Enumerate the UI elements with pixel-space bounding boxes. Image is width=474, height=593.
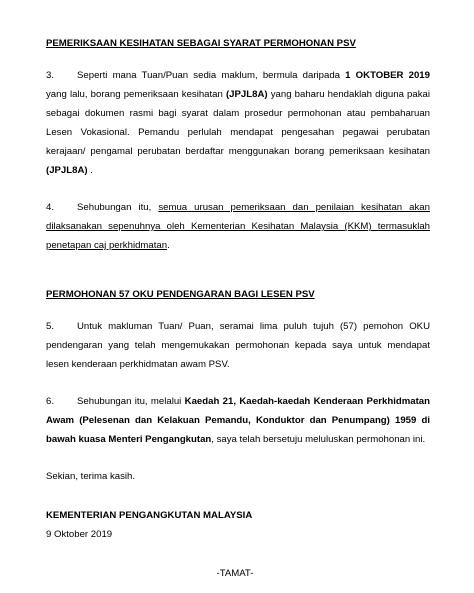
paragraph-text: Seperti mana Tuan/Puan sedia maklum, bermula daripada: [77, 70, 346, 81]
paragraph-number: 4.: [46, 202, 55, 213]
paragraph-text: .: [167, 240, 170, 251]
paragraph-text: Sehubungan itu,: [77, 202, 159, 213]
paragraph-number: 6.: [46, 396, 55, 407]
date-highlight: 1 OKTOBER 2019: [345, 70, 430, 81]
paragraph-text: Untuk makluman Tuan/ Puan, seramai lima puluh tujuh (57) pemohon OKU pendengaran yang telah mengemukakan permohonan kepada saya untuk mendapat lesen kenderaan perkhidmatan awam PSV.: [46, 321, 430, 370]
underlined-text: semua urusan pemeriksaan dan penilaian kesihatan akan dilaksanakan sepenuhnya oleh Kementerian Kesihatan Malaysia (KKM) termasuklah penetapan caj perkhidmatan: [46, 202, 430, 251]
section-heading-health-check: PEMERIKSAAN KESIHATAN SEBAGAI SYARAT PERMOHONAN PSV: [46, 38, 356, 49]
end-marker: -TAMAT-: [216, 568, 254, 579]
paragraph-text: .: [87, 165, 93, 176]
paragraph-number: 3.: [46, 70, 55, 81]
regulation-reference: Kaedah 21, Kaedah-kaedah Kenderaan Perkhidmatan Awam (Pelesenan dan Kelakuan Pemandu, Konduktor dan Penumpang) 1959 di bawah kuasa Menteri Pengangkutan: [46, 396, 430, 445]
document-date: 9 Oktober 2019: [46, 529, 113, 540]
paragraph-4: [46, 198, 430, 255]
section-spacer: [46, 255, 430, 285]
paragraph-3: [46, 66, 430, 180]
paragraph-text: Sehubungan itu, melalui: [77, 396, 185, 407]
paragraph-6: [46, 392, 430, 449]
paragraph-text: , saya telah bersetuju meluluskan permohonan ini.: [211, 434, 426, 445]
paragraph-text: yang baharu hendaklah diguna pakai sebagai dokumen rasmi bagi syarat dalam prosedur permohonan atau pembaharuan Lesen Vokasional. Pemandu perlulah mendapat pengesahan pegawai perubatan kerajaan/ pengamal perubatan berdaftar menggunakan borang pemeriksaan kesihatan: [46, 89, 430, 157]
closing-line: Sekian, terima kasih.: [46, 471, 136, 482]
form-code: (JPJL8A): [225, 89, 268, 100]
section-heading-oku-permohonan: PERMOHONAN 57 OKU PENDENGARAN BAGI LESEN PSV: [46, 289, 315, 300]
paragraph-text: yang lalu, borang pemeriksaan kesihatan: [46, 89, 226, 100]
ministry-signature: KEMENTERIAN PENGANGKUTAN MALAYSIA: [46, 510, 253, 521]
paragraph-number: 5.: [46, 321, 55, 332]
form-code: (JPJL8A): [46, 165, 88, 176]
paragraph-5: [46, 317, 430, 374]
